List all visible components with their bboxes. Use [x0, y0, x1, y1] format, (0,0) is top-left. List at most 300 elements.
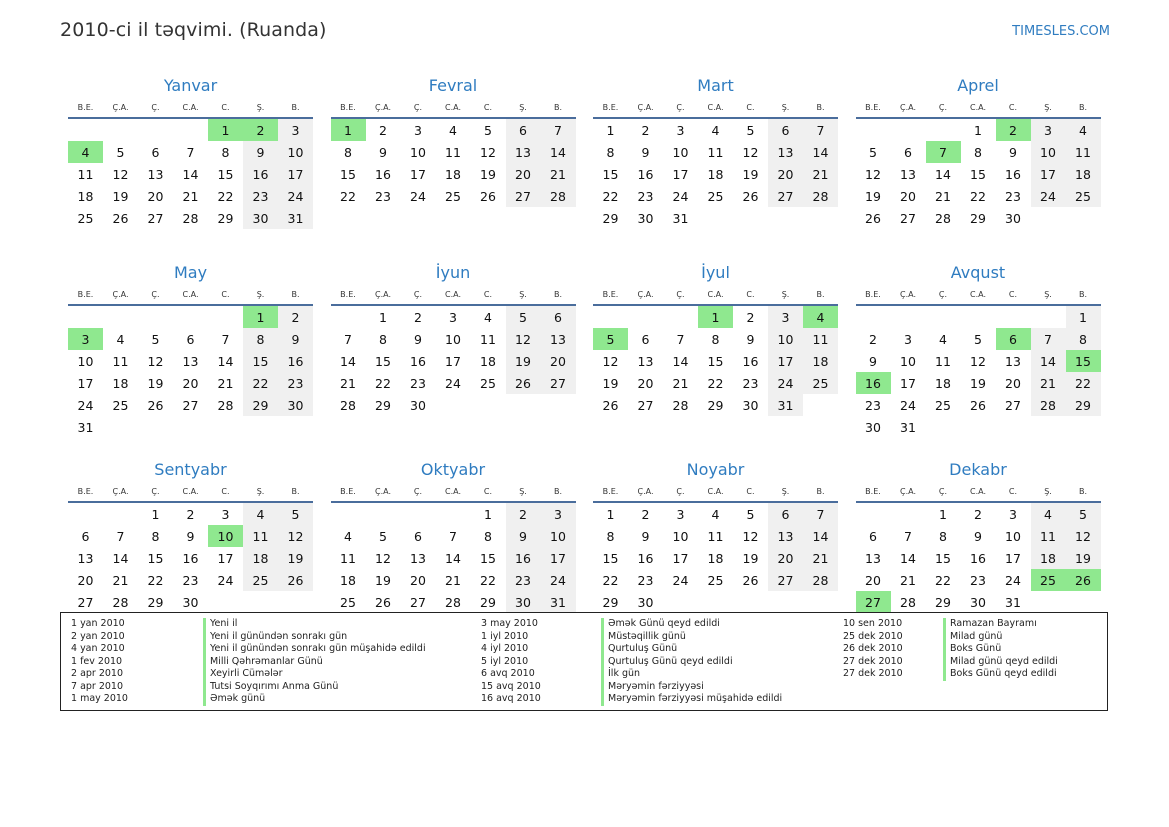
day-cell: 7 [1031, 328, 1066, 350]
day-cell: 20 [637, 375, 654, 391]
holiday-date: 2 yan 2010 [71, 630, 125, 642]
empty-cell [208, 416, 243, 438]
weekday-header: Ç.A. [366, 482, 401, 502]
weekday-header: C.A. [173, 482, 208, 502]
empty-cell [1031, 416, 1066, 438]
weekday-header: Ç. [663, 98, 698, 118]
day-cell: 30 [243, 207, 278, 229]
day-cell: 27 [1005, 397, 1021, 413]
month-calendar [593, 73, 838, 260]
day-cell: 21 [340, 375, 356, 391]
day-cell: 28 [217, 397, 234, 413]
day-cell: 2 [641, 122, 650, 138]
day-cell: 28 [803, 185, 838, 207]
day-cell: 24 [77, 397, 94, 413]
day-cell: 18 [77, 188, 94, 204]
weekday-header: B. [278, 98, 313, 118]
day-cell: 31 [768, 394, 803, 416]
month-name: May [173, 263, 208, 282]
day-cell: 11 [243, 525, 278, 547]
day-cell: 20 [410, 572, 426, 588]
day-cell: 5 [869, 144, 877, 160]
day-cell: 7 [186, 144, 195, 160]
day-cell: 19 [480, 166, 496, 182]
empty-cell [243, 591, 278, 613]
month-name: Yanvar [163, 76, 218, 95]
holiday-date: 1 may 2010 [71, 693, 128, 704]
holiday-date: 3 may 2010 [481, 618, 538, 629]
day-cell: 25 [803, 372, 838, 394]
month-table [856, 98, 1101, 229]
day-cell: 2 [278, 305, 313, 328]
day-cell: 6 [768, 502, 803, 525]
holiday-date: 1 fev 2010 [71, 655, 123, 667]
empty-cell [278, 591, 313, 613]
holiday-name: Xeyirli Cümələr [203, 668, 283, 681]
day-cell: 10 [672, 528, 689, 544]
day-cell: 24 [1005, 572, 1021, 588]
weekday-header: B.E. [331, 482, 366, 502]
holiday-date: 6 avq 2010 [481, 668, 535, 679]
day-cell: 25 [707, 572, 724, 588]
day-cell: 6 [869, 528, 877, 544]
weekday-header: Ç.A. [103, 285, 138, 305]
empty-cell [401, 502, 436, 525]
day-cell: 23 [970, 572, 986, 588]
empty-cell [733, 591, 768, 613]
day-cell: 3 [449, 309, 457, 325]
day-cell: 3 [414, 122, 422, 138]
month-table [68, 482, 313, 613]
day-cell: 4 [939, 331, 947, 347]
day-cell: 12 [742, 144, 759, 160]
empty-cell [68, 502, 103, 525]
day-cell: 6 [641, 331, 650, 347]
weekday-header: Ç. [401, 285, 436, 305]
day-cell: 17 [768, 350, 803, 372]
day-cell: 31 [541, 591, 576, 613]
weekday-header: Ç. [663, 482, 698, 502]
day-cell: 4 [711, 122, 720, 138]
month-table [593, 98, 838, 229]
day-cell: 19 [1066, 547, 1101, 569]
empty-cell [891, 502, 926, 525]
day-cell: 11 [707, 528, 724, 544]
holiday-date: 2 apr 2010 [71, 668, 124, 679]
empty-cell [173, 416, 208, 438]
day-cell: 14 [182, 166, 199, 182]
holiday-date: 27 dek 2010 [843, 668, 903, 679]
day-cell: 10 [1005, 528, 1021, 544]
weekday-header: Ç. [401, 482, 436, 502]
day-cell: 14 [445, 550, 461, 566]
weekday-header: B. [541, 98, 576, 118]
weekday-header: Ş. [1031, 482, 1066, 502]
day-cell: 14 [900, 550, 916, 566]
day-cell: 9 [506, 525, 541, 547]
holiday-name: Qurtuluş Günü [601, 643, 677, 656]
day-cell: 26 [742, 572, 759, 588]
empty-cell [593, 305, 628, 328]
day-cell: 3 [221, 506, 230, 522]
empty-cell [996, 305, 1031, 328]
day-cell: 4 [1031, 502, 1066, 525]
weekday-header: Ç. [926, 98, 961, 118]
holiday-date: 16 avq 2010 [481, 693, 541, 704]
day-cell: 5 [746, 122, 755, 138]
day-cell: 23 [637, 572, 654, 588]
day-cell: 18 [1031, 547, 1066, 569]
empty-cell [698, 591, 733, 613]
day-cell: 18 [340, 572, 356, 588]
day-cell: 25 [480, 375, 496, 391]
day-cell: 21 [182, 188, 199, 204]
day-cell: 26 [506, 372, 541, 394]
day-cell: 3 [904, 331, 912, 347]
day-cell: 28 [541, 185, 576, 207]
weekday-header: B.E. [68, 285, 103, 305]
page-title: 2010-ci il təqvimi. (Ruanda) [60, 19, 327, 41]
day-cell: 9 [746, 331, 755, 347]
day-cell: 25 [112, 397, 129, 413]
day-cell: 3 [768, 305, 803, 328]
day-cell: 16 [637, 166, 654, 182]
day-cell: 5 [506, 305, 541, 328]
day-cell: 26 [602, 397, 619, 413]
day-cell: 24 [410, 188, 426, 204]
day-cell: 1 [974, 122, 982, 138]
weekday-header: Ç. [926, 482, 961, 502]
day-cell: 30 [970, 594, 986, 610]
empty-cell [926, 118, 961, 141]
weekday-header: Ş. [243, 285, 278, 305]
day-cell: 28 [935, 210, 951, 226]
day-cell: 24 [445, 375, 461, 391]
day-cell: 22 [147, 572, 164, 588]
day-cell: 23 [278, 372, 313, 394]
day-cell: 18 [112, 375, 129, 391]
weekday-header: Ç. [138, 285, 173, 305]
day-cell: 21 [803, 163, 838, 185]
day-cell: 10 [77, 353, 94, 369]
empty-cell [698, 207, 733, 229]
day-cell: 27 [541, 372, 576, 394]
weekday-header: Ç.A. [891, 285, 926, 305]
day-cell: 31 [77, 419, 94, 435]
weekday-header: B. [1066, 98, 1101, 118]
empty-cell [663, 591, 698, 613]
weekday-header: B. [803, 285, 838, 305]
day-cell: 28 [182, 210, 199, 226]
day-cell: 15 [217, 166, 234, 182]
day-cell: 14 [541, 141, 576, 163]
day-cell: 3 [676, 122, 685, 138]
weekday-header: Ç.A. [891, 98, 926, 118]
empty-cell [436, 502, 471, 525]
day-cell: 12 [375, 550, 391, 566]
day-cell: 20 [541, 350, 576, 372]
holiday-name: İlk gün [601, 668, 640, 681]
holiday-name: Milad günü [943, 631, 1002, 644]
holiday-date: 1 iyl 2010 [481, 630, 529, 642]
day-cell: 13 [1005, 353, 1021, 369]
day-cell: 18 [803, 350, 838, 372]
empty-cell [138, 305, 173, 328]
day-cell: 8 [221, 144, 230, 160]
empty-cell [138, 416, 173, 438]
month-name: Dekabr [949, 460, 1007, 479]
empty-cell [103, 502, 138, 525]
weekday-header: B.E. [593, 285, 628, 305]
weekday-header: C. [208, 285, 243, 305]
empty-cell [891, 305, 926, 328]
day-cell: 2 [974, 506, 982, 522]
weekday-header: B.E. [856, 285, 891, 305]
month-table [856, 285, 1101, 438]
day-cell: 5 [1066, 502, 1101, 525]
day-cell: 28 [803, 569, 838, 591]
weekday-header: B.E. [593, 482, 628, 502]
weekday-header: C.A. [436, 482, 471, 502]
day-cell: 30 [506, 591, 541, 613]
holiday-name: Yeni il günündən sonrakı gün [203, 631, 347, 644]
weekday-header: B.E. [331, 285, 366, 305]
day-cell: 28 [900, 594, 916, 610]
weekday-header: C. [471, 285, 506, 305]
day-cell: 21 [672, 375, 689, 391]
day-cell: 29 [935, 594, 951, 610]
weekday-header: Ç.A. [891, 482, 926, 502]
weekday-header: B. [803, 98, 838, 118]
day-cell: 22 [935, 572, 951, 588]
empty-cell [436, 394, 471, 416]
day-cell: 8 [484, 528, 492, 544]
empty-cell [1031, 305, 1066, 328]
month-name: Sentyabr [154, 460, 227, 479]
day-cell: 26 [480, 188, 496, 204]
day-cell: 5 [746, 506, 755, 522]
day-cell: 25 [707, 188, 724, 204]
day-cell: 9 [414, 331, 422, 347]
holiday-name: Məryəmin fərziyyəsi [601, 681, 704, 694]
day-cell: 13 [506, 141, 541, 163]
calendar-grid [68, 73, 1102, 644]
day-cell: 26 [278, 569, 313, 591]
day-cell: 29 [970, 210, 986, 226]
day-cell: 7 [803, 118, 838, 141]
day-cell: 6 [768, 118, 803, 141]
weekday-header: Ş. [1031, 98, 1066, 118]
weekday-header: C. [733, 285, 768, 305]
day-cell: 7 [541, 118, 576, 141]
holiday-name: Boks Günü qeyd edildi [943, 668, 1057, 681]
weekday-header: C.A. [961, 482, 996, 502]
day-cell: 26 [112, 210, 129, 226]
day-cell: 27 [856, 591, 891, 613]
weekday-header: Ç.A. [366, 285, 401, 305]
day-cell: 18 [935, 375, 951, 391]
empty-cell [208, 591, 243, 613]
day-cell: 8 [974, 144, 982, 160]
day-cell: 8 [243, 328, 278, 350]
day-cell: 20 [1005, 375, 1021, 391]
day-cell: 22 [602, 188, 619, 204]
weekday-header: C. [208, 98, 243, 118]
day-cell: 28 [1031, 394, 1066, 416]
day-cell: 19 [278, 547, 313, 569]
day-cell: 30 [278, 394, 313, 416]
day-cell: 12 [742, 528, 759, 544]
weekday-header: C.A. [436, 98, 471, 118]
day-cell: 21 [217, 375, 234, 391]
day-cell: 9 [379, 144, 387, 160]
day-cell: 23 [182, 572, 199, 588]
day-cell: 11 [707, 144, 724, 160]
day-cell: 2 [506, 502, 541, 525]
weekday-header: C.A. [961, 285, 996, 305]
day-cell: 6 [996, 328, 1031, 350]
weekday-header: B.E. [331, 98, 366, 118]
day-cell: 13 [768, 141, 803, 163]
weekday-header: Ş. [243, 482, 278, 502]
empty-cell [138, 118, 173, 141]
day-cell: 22 [217, 188, 234, 204]
day-cell: 11 [445, 144, 461, 160]
holiday-name: Yeni il günündən sonrakı gün müşahidə edildi [203, 643, 426, 656]
month-calendar [856, 73, 1101, 260]
day-cell: 3 [1009, 506, 1017, 522]
day-cell: 9 [186, 528, 195, 544]
day-cell: 17 [410, 166, 426, 182]
day-cell: 19 [147, 375, 164, 391]
holiday-date: 4 iyl 2010 [481, 643, 529, 654]
day-cell: 8 [379, 331, 387, 347]
empty-cell [961, 416, 996, 438]
day-cell: 29 [147, 594, 164, 610]
day-cell: 14 [935, 166, 951, 182]
day-cell: 8 [1066, 328, 1101, 350]
day-cell: 1 [151, 506, 160, 522]
empty-cell [506, 394, 541, 416]
day-cell: 11 [803, 328, 838, 350]
weekday-header: Ş. [1031, 285, 1066, 305]
day-cell: 16 [742, 353, 759, 369]
holiday-date: 26 dek 2010 [843, 643, 903, 654]
empty-cell [103, 416, 138, 438]
weekday-header: Ç. [926, 285, 961, 305]
day-cell: 14 [340, 353, 356, 369]
day-cell: 1 [208, 118, 243, 141]
day-cell: 15 [707, 353, 724, 369]
day-cell: 14 [1031, 350, 1066, 372]
day-cell: 5 [484, 122, 492, 138]
empty-cell [173, 305, 208, 328]
day-cell: 22 [707, 375, 724, 391]
day-cell: 2 [869, 331, 877, 347]
day-cell: 9 [974, 528, 982, 544]
weekday-header: Ç.A. [628, 98, 663, 118]
day-cell: 2 [379, 122, 387, 138]
day-cell: 10 [900, 353, 916, 369]
day-cell: 13 [637, 353, 654, 369]
day-cell: 1 [939, 506, 947, 522]
day-cell: 11 [480, 331, 496, 347]
day-cell: 7 [449, 528, 457, 544]
day-cell: 6 [186, 331, 195, 347]
empty-cell [331, 305, 366, 328]
day-cell: 12 [278, 525, 313, 547]
day-cell: 19 [506, 350, 541, 372]
day-cell: 4 [484, 309, 492, 325]
empty-cell [1066, 416, 1101, 438]
day-cell: 19 [970, 375, 986, 391]
empty-cell [471, 394, 506, 416]
day-cell: 17 [217, 550, 234, 566]
day-cell: 23 [375, 188, 391, 204]
day-cell: 7 [221, 331, 230, 347]
site-link[interactable]: TIMESLES.COM [1012, 24, 1110, 39]
day-cell: 16 [243, 163, 278, 185]
day-cell: 2 [746, 309, 755, 325]
day-cell: 28 [672, 397, 689, 413]
day-cell: 5 [593, 328, 628, 350]
month-table [593, 285, 838, 416]
day-cell: 23 [243, 185, 278, 207]
day-cell: 8 [606, 144, 615, 160]
holiday-date: 15 avq 2010 [481, 680, 541, 692]
day-cell: 8 [151, 528, 160, 544]
day-cell: 18 [707, 550, 724, 566]
month-table [856, 482, 1101, 613]
day-cell: 1 [331, 118, 366, 141]
day-cell: 5 [116, 144, 125, 160]
day-cell: 30 [865, 419, 881, 435]
empty-cell [663, 305, 698, 328]
day-cell: 19 [375, 572, 391, 588]
day-cell: 31 [672, 210, 689, 226]
weekday-header: Ş. [768, 98, 803, 118]
day-cell: 1 [1066, 305, 1101, 328]
day-cell: 25 [1066, 185, 1101, 207]
day-cell: 25 [77, 210, 94, 226]
day-cell: 2 [414, 309, 422, 325]
day-cell: 13 [541, 328, 576, 350]
day-cell: 5 [379, 528, 387, 544]
day-cell: 10 [278, 141, 313, 163]
weekday-header: C.A. [173, 285, 208, 305]
day-cell: 30 [742, 397, 759, 413]
month-name: Fevral [428, 76, 478, 95]
month-table [68, 98, 313, 229]
day-cell: 15 [480, 550, 496, 566]
day-cell: 20 [147, 188, 164, 204]
day-cell: 18 [445, 166, 461, 182]
day-cell: 6 [506, 118, 541, 141]
month-calendar [856, 260, 1101, 457]
empty-cell [803, 394, 838, 416]
holiday-date: 27 dek 2010 [843, 655, 903, 667]
weekday-header: C. [208, 482, 243, 502]
day-cell: 27 [77, 594, 94, 610]
empty-cell [768, 591, 803, 613]
day-cell: 13 [410, 550, 426, 566]
day-cell: 18 [480, 353, 496, 369]
empty-cell [331, 502, 366, 525]
day-cell: 24 [672, 188, 689, 204]
day-cell: 31 [900, 419, 916, 435]
day-cell: 12 [112, 166, 129, 182]
empty-cell [961, 305, 996, 328]
